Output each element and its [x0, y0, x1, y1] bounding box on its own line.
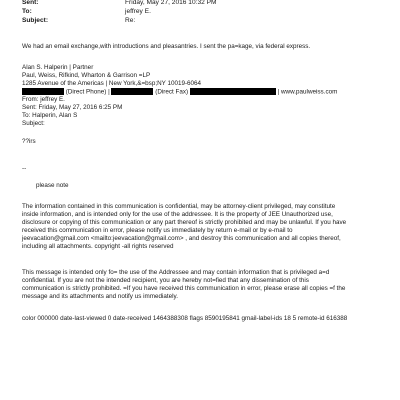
header-sent-value: Friday, May 27, 2016 10:32 PM	[125, 0, 217, 6]
redaction-block	[22, 88, 64, 95]
quoted-from: From: jeffrey E.	[22, 96, 65, 103]
header-to-row	[22, 8, 151, 16]
please-note: please note	[36, 182, 69, 189]
quoted-sent: Sent: Friday, May 27, 2016 6:25 PM	[22, 104, 123, 111]
disclaimer2-line: confidential. If you are not the intended recipient, you are hereby not=fied that any dissemination of this	[22, 277, 309, 284]
header-subject-value: Re:	[125, 17, 136, 24]
signature-direct-phone: (Direct Phone) |	[65, 88, 110, 96]
header-subject-row	[22, 17, 135, 25]
disclaimer2-line: This message is intended only fo= the use of the Addressee and may contain information that is privileged a=d	[22, 269, 330, 276]
disclaimer1-line: The information contained in this communication is confidential, may be attorney-client privileged, may constitute	[22, 203, 336, 210]
header-sent-row	[22, 0, 217, 7]
signature-website: | www.paulweiss.com	[277, 88, 338, 96]
disclaimer1-line: jeevacation@gmail.com <mailto:jeevacation@gmail.com> , and destroy this communication and all copies thereof,	[22, 235, 341, 242]
disclaimer1-line: disclosure or copying of this communication or any part thereof is strictly prohibited and may be unlawful. If you have	[22, 219, 347, 226]
disclaimer1-line: received this communication in error, please notify us immediately by return e-mail or by e-mail to	[22, 227, 293, 234]
redaction-block	[190, 88, 276, 95]
redaction-block	[111, 88, 153, 95]
separator: --	[22, 165, 27, 172]
intro-line: We had an email exchange,with introductions and pleasantries. I sent the pa=kage, via federal express.	[22, 43, 311, 50]
header-sent-label: Sent:	[22, 0, 39, 6]
header-to-value: jeffrey E.	[125, 8, 151, 15]
quoted-subject: Subject:	[22, 120, 45, 127]
signature-firm: Paul, Weiss, Rifkind, Wharton & Garrison =LP	[22, 72, 151, 79]
disclaimer1-line: inside information, and is intended only for the use of the addressee. It is the property of JEE Unauthorized use,	[22, 211, 333, 218]
disclaimer2-line: communication is strictly prohibited. =If you have received this communication in error, please erase all copies =f the	[22, 285, 346, 292]
metadata-line: color 000000 date-last-viewed 0 date-received 1464388308 flags 8590195841 gmail-label-ids 18 5 remote-id 616388	[22, 315, 348, 322]
signature-direct-fax: (Direct Fax)	[155, 88, 189, 96]
signature-address: 1285 Avenue of the Americas | New York,&=bsp;NY 10019-6064	[22, 80, 202, 87]
signature-name: Alan S. Halperin | Partner	[22, 64, 94, 71]
quoted-to: To: Halperin, Alan S	[22, 112, 78, 119]
header-to-label: To:	[22, 8, 32, 15]
disclaimer1-line: including all attachments. copyright -all rights reserved	[22, 243, 174, 250]
quoted-body: ??irs	[22, 138, 36, 145]
header-subject-label: Subject:	[22, 17, 49, 24]
disclaimer2-line: message and its attachments and notify us immediately.	[22, 293, 178, 300]
signature-contact-line	[22, 88, 337, 97]
